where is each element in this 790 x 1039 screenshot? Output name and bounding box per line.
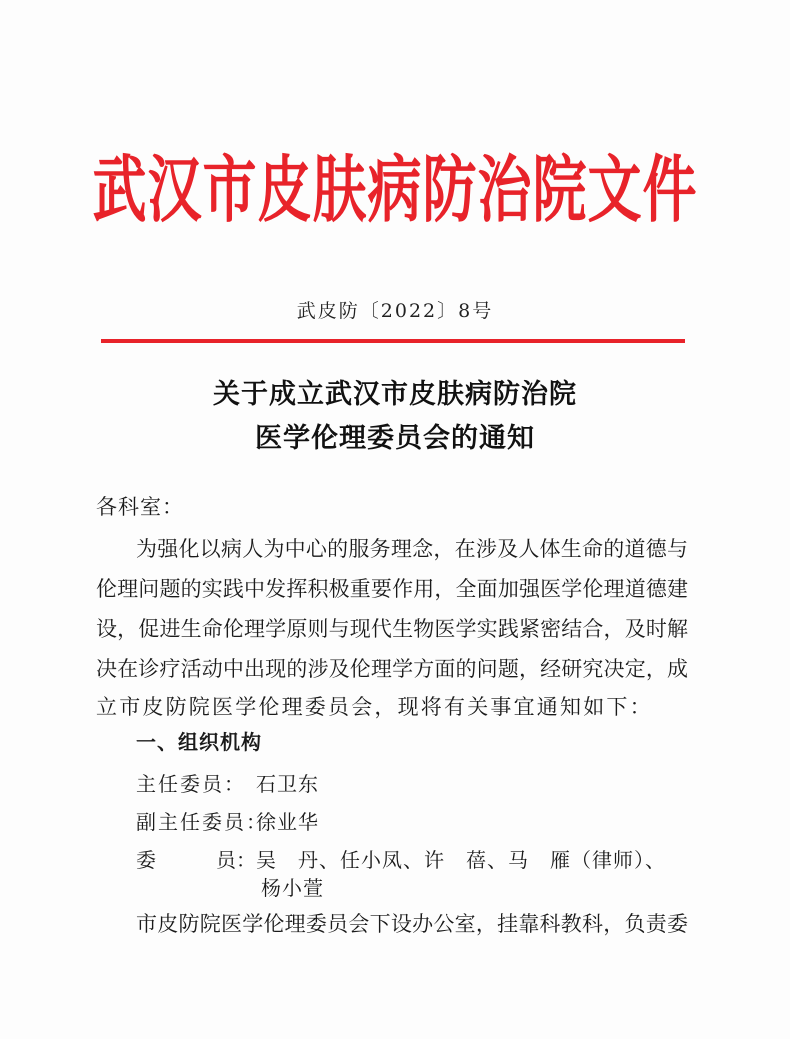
role-row-members <box>136 844 666 873</box>
paragraph-line-5: 立市皮防院医学伦理委员会，现将有关事宜通知如下： <box>96 695 653 719</box>
role-label-first: 委 <box>136 848 156 872</box>
document-header-title: 武汉市皮肤病防治院文件 <box>92 145 698 233</box>
role-label: 主任委员： <box>136 772 246 796</box>
paragraph-line-2: 伦理问题的实践中发挥积极重要作用，全面加强医学伦理道德建 <box>96 577 688 601</box>
paragraph-line-4: 决在诊疗活动中出现的涉及伦理学方面的问题，经研究决定，成 <box>96 657 688 681</box>
paragraph-last-line: 市皮防院医学伦理委员会下设办公室，挂靠科教科，负责委 <box>136 912 688 936</box>
role-row-vice-director <box>136 806 319 835</box>
notice-title-line-1: 关于成立武汉市皮肤病防治院 <box>213 379 577 410</box>
salutation: 各科室： <box>96 495 184 519</box>
notice-title-line-2: 医学伦理委员会的通知 <box>255 423 535 454</box>
role-value: 吴 丹、任小凤、许 蓓、马 雁（律师）、 <box>256 848 666 872</box>
section-heading-organization: 一、组织机构 <box>136 730 262 754</box>
member-continuation: 杨小萱 <box>261 876 324 900</box>
red-header-rule <box>101 339 685 343</box>
paragraph-line-1: 为强化以病人为中心的服务理念，在涉及人体生命的道德与 <box>136 537 688 561</box>
document-number: 武皮防〔2022〕8号 <box>296 300 494 322</box>
role-label <box>136 844 256 873</box>
role-value: 徐业华 <box>256 810 319 834</box>
role-row-director <box>136 768 319 797</box>
paragraph-line-3: 设，促进生命伦理学原则与现代生物医学实践紧密结合，及时解 <box>96 617 688 641</box>
role-label-second: 员： <box>216 848 256 872</box>
role-value: 石卫东 <box>256 772 319 796</box>
role-label: 副主任委员： <box>136 810 268 834</box>
